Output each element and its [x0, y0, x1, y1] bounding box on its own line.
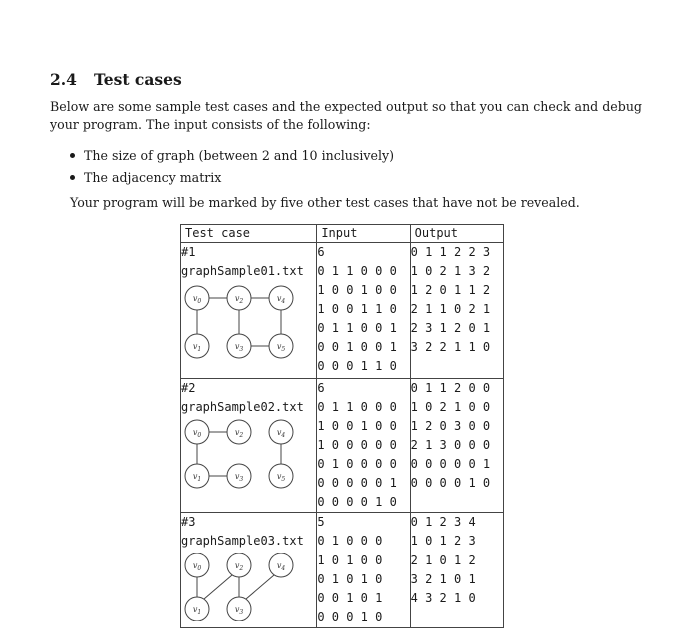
matrix-row: 1 0 1 0 0 — [317, 553, 383, 567]
matrix-row: 0 0 0 1 1 0 — [317, 359, 397, 373]
output-row: 0 0 0 0 1 0 — [410, 476, 491, 490]
case-id: #3 — [181, 515, 196, 529]
output-row: 2 3 1 2 0 1 — [410, 321, 491, 335]
output-row: 0 1 1 2 0 0 — [410, 381, 491, 395]
svg-text:v0: $v_0$ — [192, 294, 202, 305]
case-file: graphSample01.txt — [181, 264, 304, 278]
graph-node — [269, 464, 293, 488]
input-cell — [317, 243, 410, 379]
output-row: 2 1 3 0 0 0 — [410, 438, 491, 452]
output-cell — [410, 379, 503, 513]
matrix-row: 0 0 0 0 0 1 — [317, 476, 397, 490]
svg-text:v0: $v_0$ — [192, 561, 202, 572]
graph-node — [269, 334, 293, 358]
table-header-row — [181, 225, 504, 243]
graph-node — [227, 597, 251, 621]
matrix-row: 0 0 1 0 0 1 — [317, 340, 397, 354]
matrix-row: 0 1 1 0 0 0 — [317, 400, 397, 414]
svg-text:v1: $v_1$ — [192, 605, 202, 616]
svg-text:v5: $v_5$ — [276, 342, 286, 353]
svg-text:v3: $v_3$ — [234, 605, 244, 616]
svg-text:v1: $v_1$ — [192, 472, 202, 483]
input-cell — [317, 513, 410, 628]
case-id: #2 — [181, 381, 196, 395]
graph-diagram-3 — [181, 553, 307, 621]
test-case-cell — [181, 513, 317, 628]
table-row — [181, 513, 504, 628]
case-file: graphSample03.txt — [181, 534, 304, 548]
svg-text:v2: $v_2$ — [234, 428, 244, 439]
matrix-row: 1 0 0 1 0 0 — [317, 419, 397, 433]
svg-text:v5: $v_5$ — [276, 472, 286, 483]
output-row: 3 2 2 1 1 0 — [410, 340, 491, 354]
graph-node — [185, 286, 209, 310]
graph-diagram-2 — [181, 419, 307, 489]
output-row: 2 1 0 1 2 — [410, 553, 476, 567]
matrix-row: 0 1 0 0 0 — [317, 534, 383, 548]
svg-text:v4: $v_4$ — [276, 428, 286, 439]
graph-size: 5 — [317, 515, 325, 529]
matrix-row: 1 0 0 0 0 0 — [317, 438, 397, 452]
graph-diagram-1 — [181, 283, 307, 361]
section-heading — [50, 70, 182, 89]
matrix-row: 0 0 0 1 0 — [317, 610, 383, 624]
output-row: 1 0 2 1 3 2 — [410, 264, 491, 278]
output-row: 4 3 2 1 0 — [410, 591, 476, 605]
graph-node — [185, 420, 209, 444]
svg-text:v3: $v_3$ — [234, 342, 244, 353]
output-row: 0 0 0 0 0 1 — [410, 457, 491, 471]
output-row: 0 1 2 3 4 — [410, 515, 476, 529]
matrix-row: 1 0 0 1 1 0 — [317, 302, 397, 316]
output-row: 3 2 1 0 1 — [410, 572, 476, 586]
matrix-row: 0 0 1 0 1 — [317, 591, 383, 605]
graph-node — [269, 286, 293, 310]
output-row: 1 2 0 3 0 0 — [410, 419, 491, 433]
graph-node — [269, 553, 293, 577]
svg-text:v3: $v_3$ — [234, 472, 244, 483]
output-row: 1 2 0 1 1 2 — [410, 283, 491, 297]
output-cell — [410, 243, 503, 379]
matrix-row: 0 1 0 1 0 — [317, 572, 383, 586]
graph-size: 6 — [317, 381, 325, 395]
graph-node — [227, 334, 251, 358]
graph-node — [269, 420, 293, 444]
section-number: 2.4 — [50, 70, 77, 89]
test-case-cell — [181, 243, 317, 379]
input-cell — [317, 379, 410, 513]
graph-node — [227, 420, 251, 444]
matrix-row: 1 0 0 1 0 0 — [317, 283, 397, 297]
svg-text:v4: $v_4$ — [276, 561, 286, 572]
output-row: 1 0 1 2 3 — [410, 534, 476, 548]
output-cell — [410, 513, 503, 628]
section-title: Test cases — [94, 70, 182, 89]
graph-size: 6 — [317, 245, 325, 259]
bullet-item: The adjacency matrix — [70, 167, 394, 189]
graph-node — [227, 464, 251, 488]
matrix-row: 0 1 0 0 0 0 — [317, 457, 397, 471]
svg-text:v2: $v_2$ — [234, 294, 244, 305]
marking-note: Your program will be marked by five other test cases that have not be revealed. — [70, 195, 580, 210]
graph-node — [227, 286, 251, 310]
header-output: Output — [410, 225, 503, 243]
test-case-cell — [181, 379, 317, 513]
case-file: graphSample02.txt — [181, 400, 304, 414]
graph-node — [227, 553, 251, 577]
graph-node — [185, 334, 209, 358]
graph-node — [185, 597, 209, 621]
graph-node — [185, 553, 209, 577]
output-row: 1 0 2 1 0 0 — [410, 400, 491, 414]
header-input: Input — [317, 225, 410, 243]
header-test-case: Test case — [181, 225, 317, 243]
case-id: #1 — [181, 245, 196, 259]
matrix-row: 0 0 0 0 1 0 — [317, 495, 397, 509]
test-case-table — [180, 224, 504, 628]
svg-text:v2: $v_2$ — [234, 561, 244, 572]
svg-text:v4: $v_4$ — [276, 294, 286, 305]
graph-node — [185, 464, 209, 488]
intro-paragraph: Below are some sample test cases and the expected output so that you can check and debug your program. The input consists of the following: — [50, 99, 642, 132]
output-row: 0 1 1 2 2 3 — [410, 245, 491, 259]
svg-text:v0: $v_0$ — [192, 428, 202, 439]
table-row — [181, 243, 504, 379]
matrix-row: 0 1 1 0 0 1 — [317, 321, 397, 335]
table-row — [181, 379, 504, 513]
input-bullet-list — [70, 145, 394, 189]
bullet-item: The size of graph (between 2 and 10 inclusively) — [70, 145, 394, 167]
matrix-row: 0 1 1 0 0 0 — [317, 264, 397, 278]
output-row: 2 1 1 0 2 1 — [410, 302, 491, 316]
svg-text:v1: $v_1$ — [192, 342, 202, 353]
